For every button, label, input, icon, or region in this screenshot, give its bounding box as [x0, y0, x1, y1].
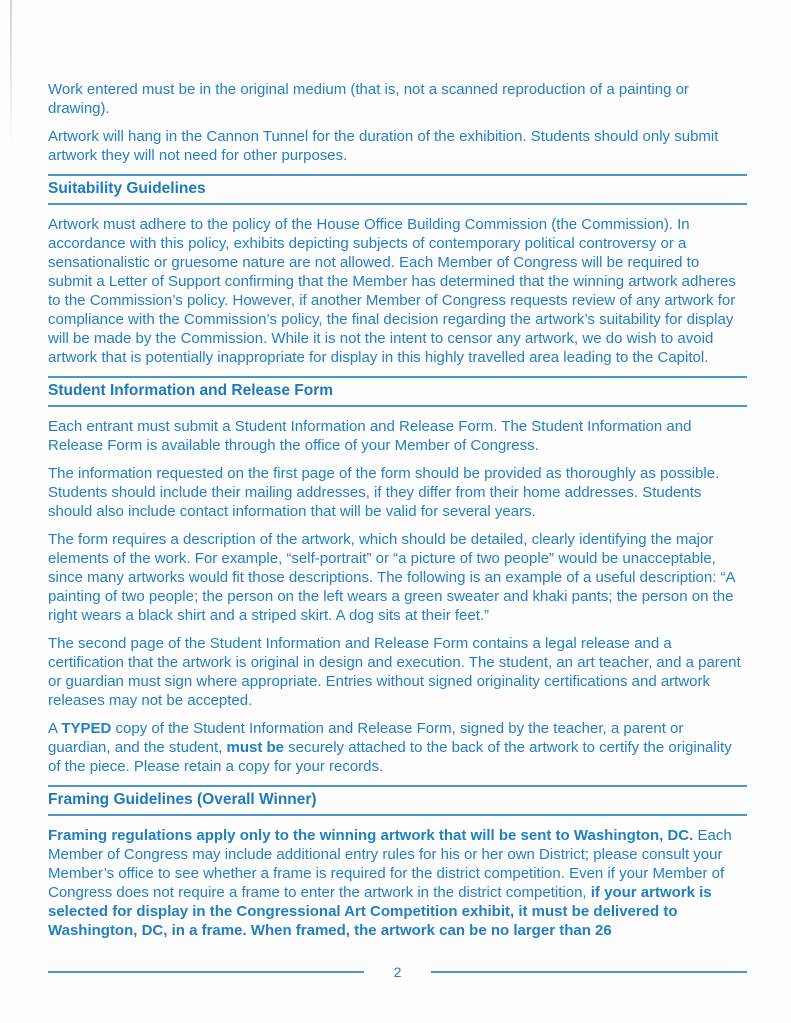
heading-framing-guidelines: Framing Guidelines (Overall Winner): [48, 785, 747, 816]
page-edge-shadow: [10, 0, 12, 150]
paragraph-second-page-release: The second page of the Student Information and Release Form contains a legal release and a certification that the artwork is original in design and execution. The student, an art teacher, and a parent or guardian must sign where appropriate. Entries without signed originality certifications and artwork releases may not be accepted.: [48, 635, 741, 709]
paragraph-suitability-policy: Artwork must adhere to the policy of the House Office Building Commission (the Commission). In accordance with this policy, exhibits depicting subjects of contemporary political controversy or a sensationalistic or gruesome nature are not allowed. Each Member of Congress will be required to submit a Letter of Support confirming that the Member has determined that the winning artwork adheres to the Commission’s policy. However, if another Member of Congress requests review of any artwork for compliance with the Commission’s policy, the final decision regarding the artwork’s suitability for display will be made by the Commission. While it is not the intent to censor any artwork, we do wish to avoid artwork that is potentially inappropriate for display in this highly travelled area leading to the Capitol.: [48, 216, 736, 366]
document-content: [48, 80, 747, 949]
footer-rule-left: [48, 971, 364, 973]
heading-suitability-guidelines: Suitability Guidelines: [48, 174, 747, 205]
text-run: Each Member of Congress may include additional entry rules for his or her own District; please consult your Member’s office to see whether a frame is required for the district competition. Even if your Member of Congress does not require a frame to enter the artwork in the district competition,: [48, 827, 732, 901]
text-run-bold-framing-apply: Framing regulations apply only to the winning artwork that will be sent to Washington, DC.: [48, 827, 694, 844]
footer-page-number: 2: [393, 964, 402, 980]
footer-rule-right: [431, 971, 747, 973]
paragraph-first-page-info: The information requested on the first page of the form should be provided as thoroughly as possible. Students should include their mailing addresses, if they differ from their home addresses. Students should also include contact information that will be valid for several years.: [48, 465, 720, 520]
text-run-bold-must-be: must be: [226, 739, 284, 756]
text-run-bold-selected-display: if your artwork is selected for display in the Congressional Art Competition exhibit, it must be delivered to Washington, DC, in a frame. When framed, the artwork can be no larger than 26: [48, 884, 712, 939]
text-run: A: [48, 720, 62, 737]
heading-student-information-release-form: Student Information and Release Form: [48, 376, 747, 407]
paragraph-artwork-description: The form requires a description of the artwork, which should be detailed, clearly identifying the major elements of the work. For example, “self-portrait” or “a picture of two people” would be unacceptable, since many artworks would fit those descriptions. The following is an example of a useful description: “A painting of two people; the person on the left wears a green sweater and khaki pants; the person on the right wears a black shirt and a striped skirt. A dog sits at their feet.”: [48, 531, 735, 624]
text-run-bold-typed: TYPED: [61, 720, 112, 737]
text-run: copy of the Student Information and Release Form, signed by the teacher, a parent or guardian, and the student,: [48, 720, 684, 756]
paragraph-original-medium: Work entered must be in the original medium (that is, not a scanned reproduction of a painting or drawing).: [48, 81, 689, 117]
paragraph-framing-regulations: [48, 826, 747, 940]
paragraph-entrant-must-submit: Each entrant must submit a Student Information and Release Form. The Student Information and Release Form is available through the office of your Member of Congress.: [48, 418, 692, 454]
paragraph-cannon-tunnel: Artwork will hang in the Cannon Tunnel for the duration of the exhibition. Students should only submit artwork they will not need for other purposes.: [48, 128, 719, 164]
paragraph-typed-copy: [48, 719, 747, 776]
page-footer: [48, 964, 747, 980]
text-run: securely attached to the back of the artwork to certify the originality of the piece. Please retain a copy for your records.: [48, 739, 732, 775]
